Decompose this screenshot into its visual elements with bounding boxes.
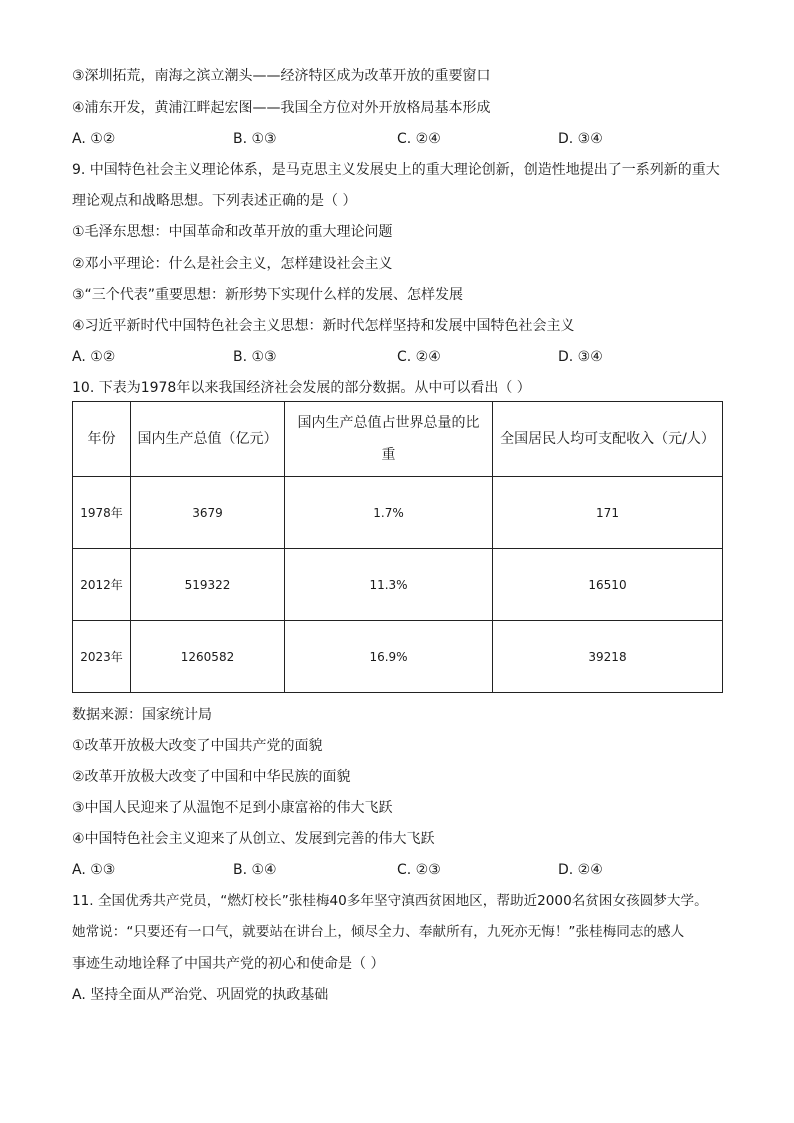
cell-income: 39218 (493, 621, 723, 693)
cell-income: 16510 (493, 549, 723, 621)
q11-option-a: A. 坚持全面从严治党、巩固党的执政基础 (72, 987, 329, 1003)
q10-option-d: D. ②④ (558, 862, 603, 878)
q8-options (72, 129, 722, 149)
q9-stem-line2: 理论观点和战略思想。下列表述正确的是（ ） (72, 193, 357, 209)
q9-option-a: A. ①② (72, 349, 116, 365)
q9-stem-line1: 9. 中国特色社会主义理论体系，是马克思主义发展史上的重大理论创新，创造性地提出了一系列新的重大 (72, 162, 720, 178)
q8-item-3: ③深圳拓荒，南海之滨立潮头——经济特区成为改革开放的重要窗口 (72, 68, 491, 84)
q10-data-table (72, 401, 723, 693)
cell-gdp-share: 1.7% (285, 477, 493, 549)
q10-options (72, 860, 722, 880)
q11-stem-line1: 11. 全国优秀共产党员，“燃灯校长”张桂梅40多年坚守滇西贫困地区，帮助近2000名贫困女孩圆梦大学。 (72, 893, 708, 909)
cell-gdp: 519322 (131, 549, 285, 621)
cell-income: 171 (493, 477, 723, 549)
table-header-row (73, 402, 723, 477)
q10-item-4: ④中国特色社会主义迎来了从创立、发展到完善的伟大飞跃 (72, 831, 435, 847)
q11-stem-line3: 事迹生动地诠释了中国共产党的初心和使命是（ ） (72, 956, 385, 972)
q10-item-3: ③中国人民迎来了从温饱不足到小康富裕的伟大飞跃 (72, 800, 393, 816)
cell-gdp-share: 11.3% (285, 549, 493, 621)
q10-stem: 10. 下表为1978年以来我国经济社会发展的部分数据。从中可以看出（ ） (72, 380, 531, 396)
cell-gdp: 1260582 (131, 621, 285, 693)
header-year: 年份 (73, 402, 131, 477)
cell-gdp-share: 16.9% (285, 621, 493, 693)
q10-option-b: B. ①④ (233, 862, 277, 878)
q11-stem-line2: 她常说：“只要还有一口气，就要站在讲台上，倾尽全力、奉献所有，九死亦无悔！”张桂梅同志的感人 (72, 924, 685, 940)
q9-item-3: ③“三个代表”重要思想：新形势下实现什么样的发展、怎样发展 (72, 287, 464, 303)
q8-option-d: D. ③④ (558, 131, 603, 147)
header-income: 全国居民人均可支配收入（元/人） (493, 402, 723, 477)
cell-year: 2012年 (73, 549, 131, 621)
q10-item-1: ①改革开放极大改变了中国共产党的面貌 (72, 738, 323, 754)
table-row (73, 477, 723, 549)
q9-item-4: ④习近平新时代中国特色社会主义思想：新时代怎样坚持和发展中国特色社会主义 (72, 318, 575, 334)
table-row (73, 621, 723, 693)
q8-option-c: C. ②④ (397, 131, 441, 147)
q10-data-source: 数据来源：国家统计局 (72, 707, 212, 723)
q8-item-4: ④浦东开发，黄浦江畔起宏图——我国全方位对外开放格局基本形成 (72, 100, 491, 116)
table-row (73, 549, 723, 621)
q8-option-a: A. ①② (72, 131, 116, 147)
cell-year: 2023年 (73, 621, 131, 693)
q9-option-d: D. ③④ (558, 349, 603, 365)
q9-item-2: ②邓小平理论：什么是社会主义，怎样建设社会主义 (72, 256, 393, 272)
header-gdp: 国内生产总值（亿元） (131, 402, 285, 477)
header-gdp-share: 国内生产总值占世界总量的比重 (285, 402, 493, 477)
q10-option-a: A. ①③ (72, 862, 116, 878)
q9-option-b: B. ①③ (233, 349, 277, 365)
q9-option-c: C. ②④ (397, 349, 441, 365)
q9-options (72, 347, 722, 367)
q10-item-2: ②改革开放极大改变了中国和中华民族的面貌 (72, 769, 351, 785)
cell-year: 1978年 (73, 477, 131, 549)
cell-gdp: 3679 (131, 477, 285, 549)
q9-item-1: ①毛泽东思想：中国革命和改革开放的重大理论问题 (72, 224, 393, 240)
q10-option-c: C. ②③ (397, 862, 441, 878)
q8-option-b: B. ①③ (233, 131, 277, 147)
